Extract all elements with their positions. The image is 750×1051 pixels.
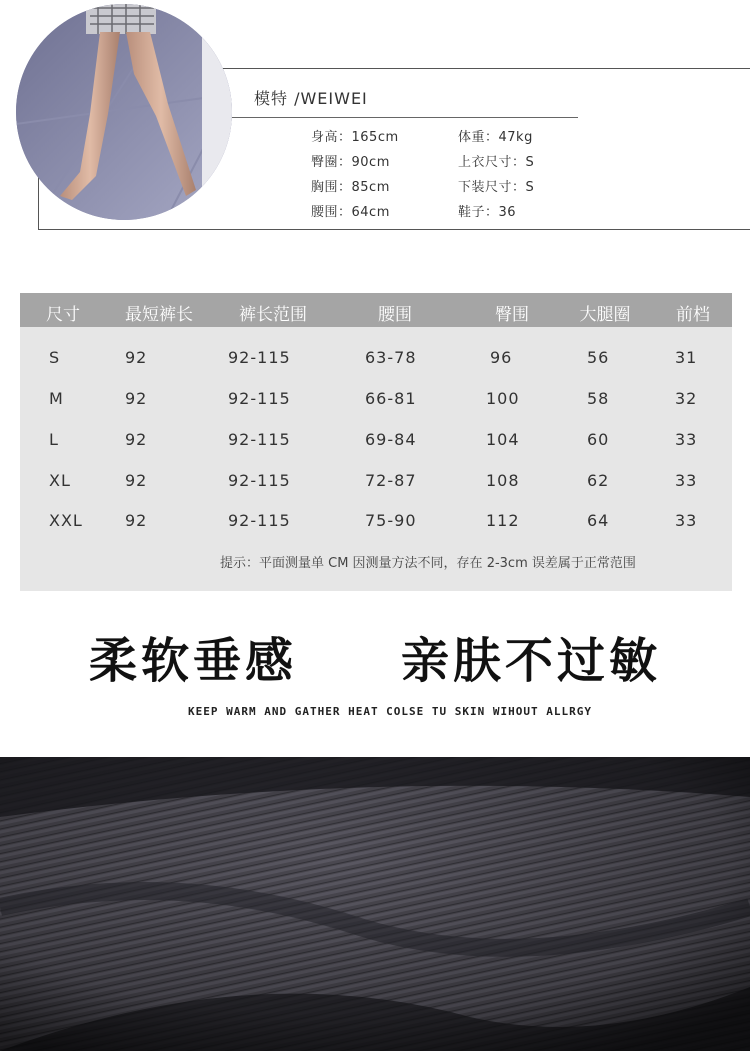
- spec-bottom-size: 下装尺寸：S: [458, 180, 535, 195]
- cell-min-length: 92: [125, 430, 148, 449]
- cell-hip: 112: [486, 511, 520, 530]
- cell-front-rise: 31: [675, 348, 698, 367]
- cell-waist: 69-84: [365, 430, 417, 449]
- spec-waist: 腰围：64cm: [311, 205, 390, 220]
- cell-size: S: [49, 348, 61, 367]
- fabric-closeup-image: [0, 757, 750, 1051]
- cell-waist: 63-78: [365, 348, 417, 367]
- feature-title: 柔软垂感 亲肤不过敏: [88, 633, 661, 689]
- cell-hip: 100: [486, 389, 520, 408]
- header-length-range: 裤长范围: [239, 305, 307, 325]
- cell-front-rise: 32: [675, 389, 698, 408]
- cell-length-range: 92-115: [228, 348, 291, 367]
- cell-thigh: 64: [587, 511, 610, 530]
- cell-min-length: 92: [125, 348, 148, 367]
- spec-height: 身高：165cm: [311, 130, 399, 145]
- model-info-section: [0, 0, 750, 235]
- model-legs-image: [16, 4, 232, 220]
- cell-length-range: 92-115: [228, 430, 291, 449]
- cell-size: L: [49, 430, 59, 449]
- cell-hip: 96: [490, 348, 513, 367]
- cell-min-length: 92: [125, 389, 148, 408]
- cell-front-rise: 33: [675, 471, 698, 490]
- header-size: 尺寸: [46, 305, 80, 325]
- cell-size: M: [49, 389, 64, 408]
- cell-min-length: 92: [125, 511, 148, 530]
- spec-chest: 胸围：85cm: [311, 180, 390, 195]
- cell-hip: 104: [486, 430, 520, 449]
- size-chart: [20, 293, 732, 591]
- cell-length-range: 92-115: [228, 471, 291, 490]
- cell-thigh: 58: [587, 389, 610, 408]
- cell-front-rise: 33: [675, 511, 698, 530]
- cell-size: XL: [49, 471, 71, 490]
- cell-hip: 108: [486, 471, 520, 490]
- feature-subtitle: KEEP WARM AND GATHER HEAT COLSE TU SKIN WIHOUT ALLRGY: [188, 705, 592, 718]
- model-name-divider: [232, 117, 578, 118]
- header-min-length: 最短裤长: [125, 305, 193, 325]
- knit-texture: [0, 757, 750, 1051]
- cell-min-length: 92: [125, 471, 148, 490]
- spec-weight: 体重：47kg: [458, 130, 533, 145]
- cell-length-range: 92-115: [228, 389, 291, 408]
- cell-waist: 66-81: [365, 389, 417, 408]
- cell-thigh: 60: [587, 430, 610, 449]
- spec-top-size: 上衣尺寸：S: [458, 155, 535, 170]
- header-hip: 臀围: [495, 305, 529, 325]
- cell-thigh: 62: [587, 471, 610, 490]
- cell-front-rise: 33: [675, 430, 698, 449]
- header-waist: 腰围: [378, 305, 412, 325]
- cell-size: XXL: [49, 511, 83, 530]
- cell-waist: 75-90: [365, 511, 417, 530]
- header-front-rise: 前档: [676, 305, 710, 325]
- model-photo: [16, 4, 232, 220]
- header-thigh: 大腿圈: [579, 305, 631, 325]
- cell-thigh: 56: [587, 348, 610, 367]
- cell-length-range: 92-115: [228, 511, 291, 530]
- cell-waist: 72-87: [365, 471, 417, 490]
- model-name: 模特 /WEIWEI: [254, 89, 368, 108]
- measurement-note: 提示：平面测量单 CM 因测量方法不同，存在 2-3cm 误差属于正常范围: [220, 556, 636, 571]
- size-chart-header: [20, 293, 732, 327]
- spec-hip: 臀圈：90cm: [311, 155, 390, 170]
- spec-shoe-size: 鞋子：36: [458, 205, 517, 220]
